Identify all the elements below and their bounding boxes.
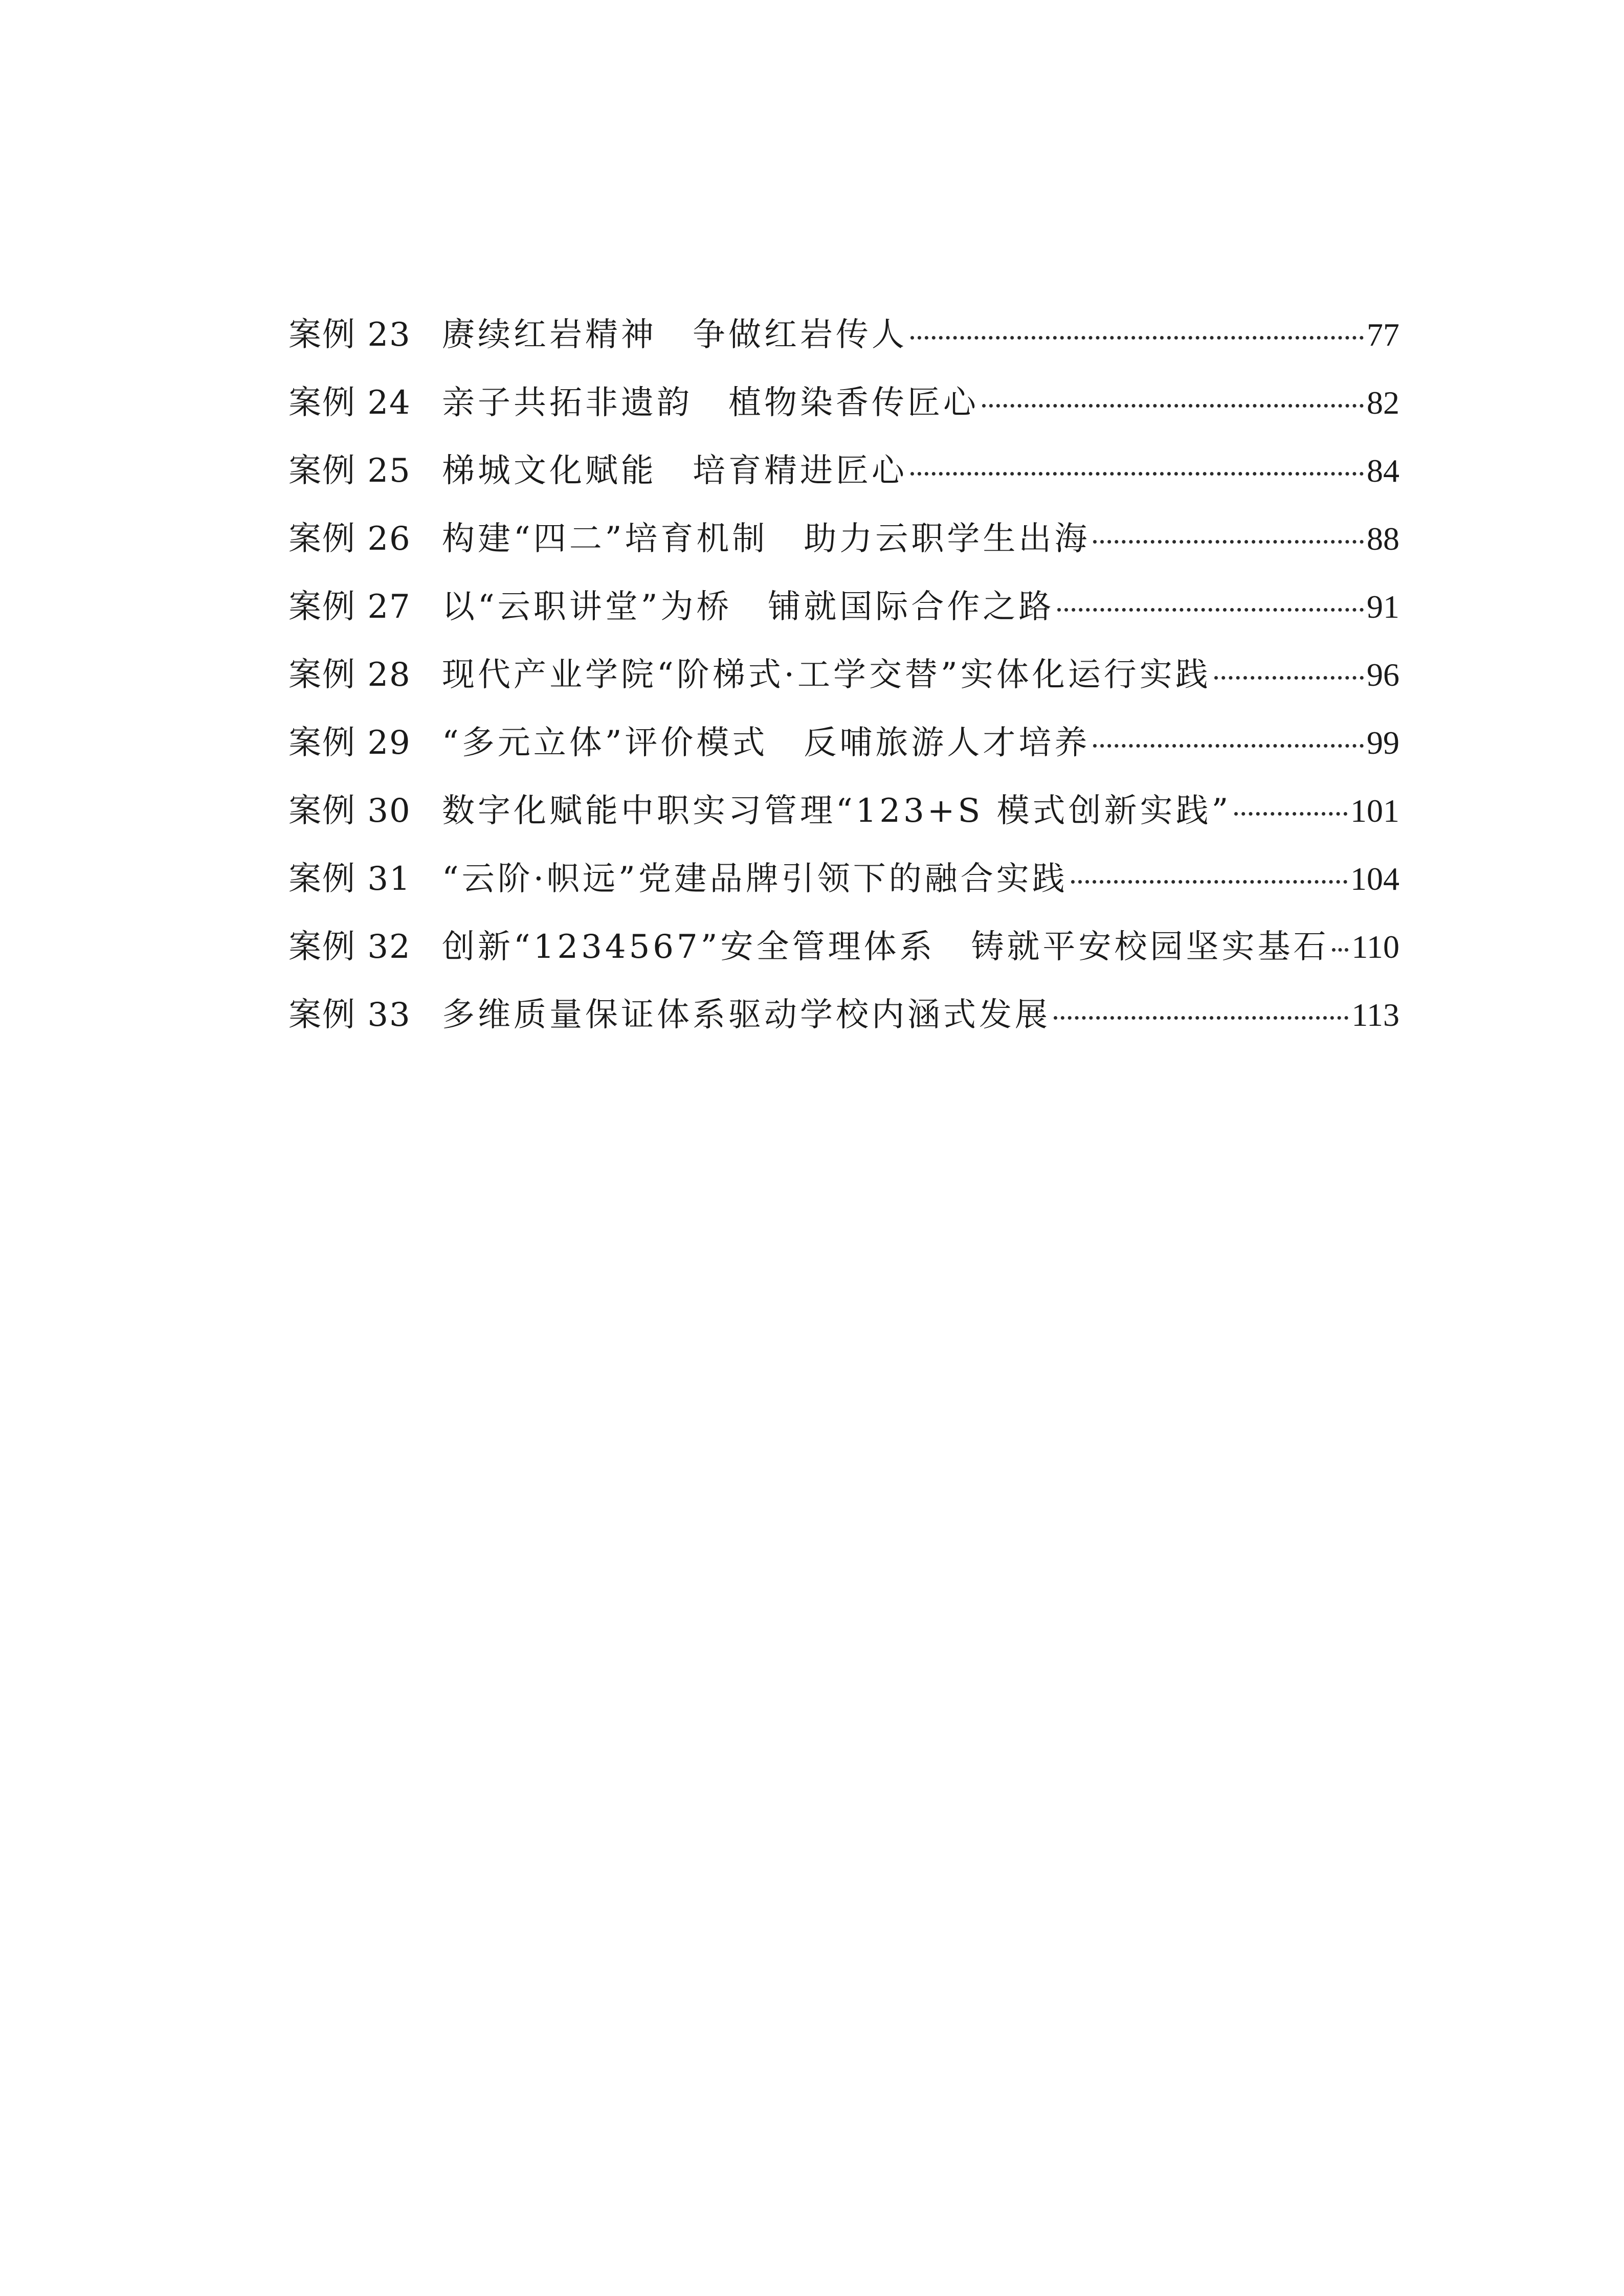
dot-leader: [982, 404, 1364, 408]
toc-case-label: 案例 29: [288, 724, 411, 762]
toc-entry[interactable]: [288, 777, 1399, 845]
toc-case-label: 案例 26: [288, 520, 411, 558]
toc-page-number: 104: [1350, 861, 1399, 897]
toc-page-number: 96: [1367, 657, 1399, 693]
toc-entry[interactable]: [288, 505, 1399, 573]
toc-case-label: 案例 30: [288, 792, 411, 830]
toc-case-label: 案例 33: [288, 996, 411, 1034]
toc-entry-title: 以“云职讲堂”为桥 铺就国际合作之路: [442, 588, 1055, 626]
dot-leader: [1071, 880, 1347, 884]
dot-leader: [1057, 608, 1364, 612]
toc-entry-title: 赓续红岩精神 争做红岩传人: [442, 316, 907, 354]
toc-page-number: 91: [1367, 589, 1399, 625]
toc-case-label: 案例 27: [288, 588, 411, 626]
toc-entry[interactable]: [288, 301, 1399, 369]
dot-leader: [1214, 676, 1364, 680]
toc-entry-title: “云阶·帜远”党建品牌引领下的融合实践: [442, 860, 1068, 898]
toc-entry[interactable]: [288, 437, 1399, 505]
toc-entry-title: 亲子共拓非遗韵 植物染香传匠心: [442, 384, 979, 422]
dot-leader: [910, 336, 1364, 340]
toc-page-number: 88: [1367, 521, 1399, 557]
dot-leader: [1234, 812, 1347, 816]
toc-page-number: 77: [1367, 317, 1399, 353]
dot-leader: [1093, 540, 1364, 544]
dot-leader: [1332, 948, 1348, 952]
toc-page-number: 99: [1367, 725, 1399, 761]
toc-entry-title: 现代产业学院“阶梯式·工学交替”实体化运行实践: [442, 656, 1211, 694]
toc-entry[interactable]: [288, 845, 1399, 913]
toc-entry[interactable]: [288, 641, 1399, 709]
toc-entry-title: 创新“1234567”安全管理体系 铸就平安校园坚实基石: [442, 928, 1329, 966]
toc-entry-title: 梯城文化赋能 培育精进匠心: [442, 452, 907, 490]
toc-entry[interactable]: [288, 573, 1399, 641]
toc-case-label: 案例 25: [288, 452, 411, 490]
dot-leader: [1054, 1016, 1348, 1020]
toc-page-number: 84: [1367, 453, 1399, 489]
toc-page-number: 101: [1350, 793, 1399, 829]
toc-page-number: 110: [1351, 929, 1399, 965]
dot-leader: [1093, 744, 1364, 748]
toc-case-label: 案例 24: [288, 384, 411, 422]
toc-entry[interactable]: [288, 981, 1399, 1049]
toc-case-label: 案例 31: [288, 860, 411, 898]
toc-page-number: 82: [1367, 385, 1399, 421]
table-of-contents: [288, 301, 1399, 1049]
toc-page-number: 113: [1351, 997, 1399, 1033]
toc-entry[interactable]: [288, 913, 1399, 981]
toc-case-label: 案例 32: [288, 928, 411, 966]
dot-leader: [910, 472, 1364, 476]
toc-entry[interactable]: [288, 369, 1399, 437]
toc-entry-title: 数字化赋能中职实习管理“123+S 模式创新实践”: [442, 792, 1232, 830]
toc-entry-title: 构建“四二”培育机制 助力云职学生出海: [442, 520, 1091, 558]
toc-entry[interactable]: [288, 709, 1399, 777]
toc-case-label: 案例 28: [288, 656, 411, 694]
toc-entry-title: 多维质量保证体系驱动学校内涵式发展: [442, 996, 1051, 1034]
toc-entry-title: “多元立体”评价模式 反哺旅游人才培养: [442, 724, 1091, 762]
toc-case-label: 案例 23: [288, 316, 411, 354]
